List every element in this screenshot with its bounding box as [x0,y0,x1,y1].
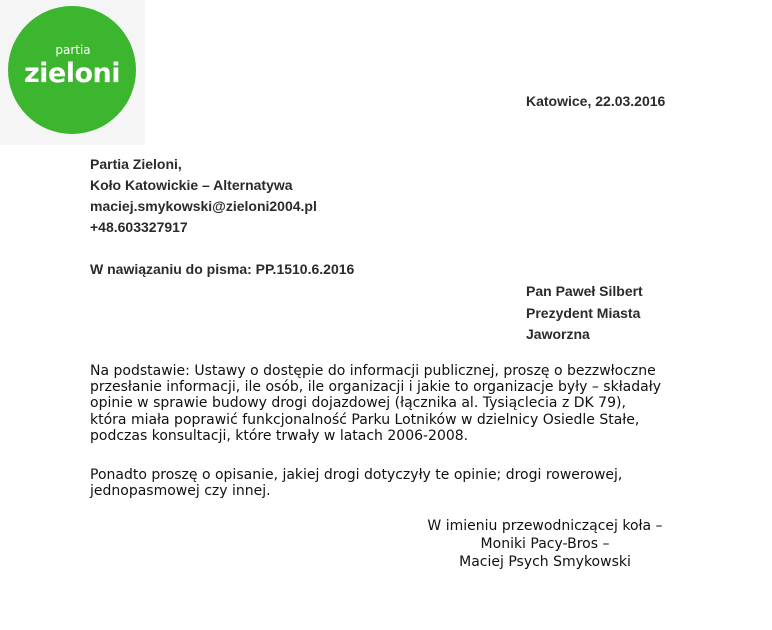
logo-text-partia: partia [55,43,91,57]
recipient-city: Jaworzna [526,326,590,342]
signature-line-signer: Maciej Psych Smykowski [459,554,631,570]
logo-text-zieloni: zieloni [23,58,121,89]
signature-line-chair: Moniki Pacy-Bros – [480,536,610,552]
body-line: opinie w sprawie budowy drogi dojazdowej (łącznika al. Tysiąclecia z DK 79), [90,395,626,412]
party-logo [8,6,136,134]
sender-block [90,154,317,238]
body-line: podczas konsultacji, które trwały w latach 2006-2008. [90,427,469,444]
sender-phone: +48.603327917 [90,219,188,235]
sender-email: maciej.smykowski@zieloni2004.pl [90,198,317,214]
body-paragraph-1 [90,363,730,444]
body-line: Na podstawie: Ustawy o dostępie do informacji publicznej, proszę o bezzwłoczne [90,363,656,379]
body-line: która miała poprawić funkcjonalność Parku Lotników w dzielnicy Osiedle Stałe, [90,411,640,428]
body-line: przesłanie informacji, ile osób, ile organizacji i jakie to organizacje były – składały [90,379,661,396]
sender-organization: Partia Zieloni, [90,156,182,172]
sender-branch: Koło Katowickie – Alternatywa [90,177,293,193]
body-line: jednopasmowej czy innej. [90,483,271,500]
reference-line: W nawiązaniu do pisma: PP.1510.6.2016 [90,261,355,277]
recipient-name: Pan Paweł Silbert [526,283,643,299]
letter-date: Katowice, 22.03.2016 [526,93,666,109]
recipient-block [526,281,643,346]
recipient-title: Prezydent Miasta [526,304,641,321]
signature-block [400,517,690,571]
signature-line-on-behalf: W imieniu przewodniczącej koła – [427,518,663,534]
body-line: Ponadto proszę o opisanie, jakiej drogi dotyczyły te opinie; drogi rowerowej, [90,467,623,483]
body-paragraph-2 [90,467,730,499]
